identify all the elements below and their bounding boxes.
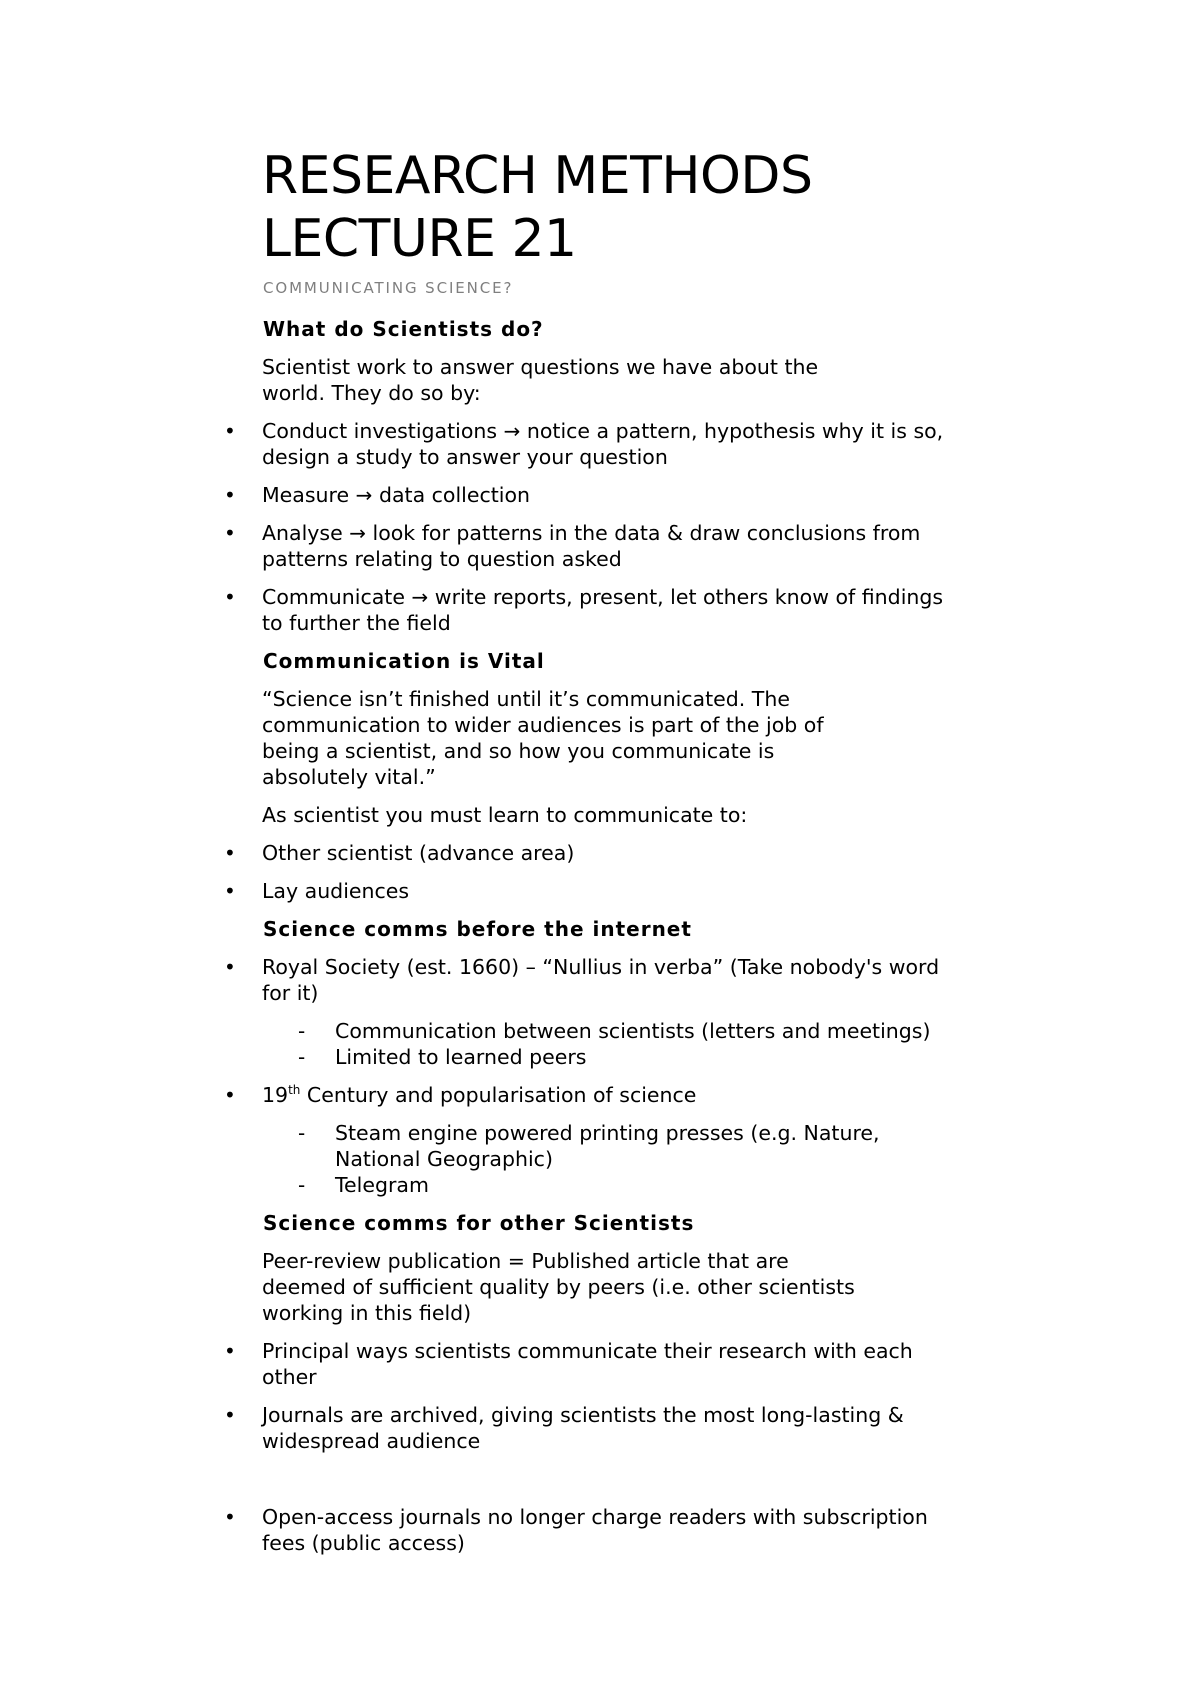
- quote-line: “Science isn’t finished until it’s communicated. The: [262, 687, 790, 711]
- ordinal-superscript: th: [288, 1083, 301, 1097]
- paragraph-line: Scientist work to answer questions we have about the: [262, 355, 819, 379]
- list-item-continuation: to further the field: [262, 611, 451, 635]
- quote-line: communication to wider audiences is part of the job of: [262, 713, 824, 737]
- document-title-line-2: LECTURE 21: [262, 209, 577, 269]
- list-item: [262, 418, 943, 444]
- arrow-right-icon: →: [349, 521, 366, 545]
- bullet-marker: •: [224, 1505, 236, 1529]
- dash-marker: -: [298, 1173, 306, 1197]
- dash-marker: -: [298, 1121, 306, 1145]
- document-title-line-1: RESEARCH METHODS: [262, 146, 813, 206]
- list-item: Principal ways scientists communicate their research with each: [262, 1339, 913, 1363]
- quote-line: absolutely vital.”: [262, 765, 436, 789]
- quote-line: being a scientist, and so how you communicate is: [262, 739, 775, 763]
- document-subtitle: COMMUNICATING SCIENCE?: [263, 279, 514, 297]
- list-item: [262, 584, 943, 610]
- paragraph-line: deemed of sufficient quality by peers (i.e. other scientists: [262, 1275, 855, 1299]
- list-item-continuation: patterns relating to question asked: [262, 547, 622, 571]
- section-heading-comms-for-scientists: Science comms for other Scientists: [263, 1211, 695, 1235]
- arrow-right-icon: →: [503, 419, 521, 443]
- sub-list-item: Limited to learned peers: [335, 1045, 587, 1069]
- list-item: Open-access journals no longer charge readers with subscription: [262, 1505, 928, 1529]
- bullet-marker: •: [224, 841, 236, 865]
- list-item-term: Analyse: [262, 521, 343, 545]
- dash-marker: -: [298, 1045, 306, 1069]
- section-heading-communication-vital: Communication is Vital: [263, 649, 545, 673]
- list-item-continuation: for it): [262, 981, 319, 1005]
- list-item-continuation: fees (public access): [262, 1531, 465, 1555]
- dash-marker: -: [298, 1019, 306, 1043]
- bullet-marker: •: [224, 1083, 236, 1107]
- paragraph-line: As scientist you must learn to communicate to:: [262, 803, 748, 827]
- list-item: [262, 1082, 696, 1108]
- bullet-marker: •: [224, 419, 236, 443]
- list-item: Other scientist (advance area): [262, 841, 575, 865]
- list-item-text: notice a pattern, hypothesis why it is so,: [526, 419, 944, 443]
- list-item: Royal Society (est. 1660) – “Nullius in verba” (Take nobody's word: [262, 955, 940, 979]
- bullet-marker: •: [224, 955, 236, 979]
- section-heading-comms-before-internet: Science comms before the internet: [263, 917, 692, 941]
- list-item-term: Communicate: [262, 585, 405, 609]
- bullet-marker: •: [224, 585, 236, 609]
- sub-list-item-continuation: National Geographic): [335, 1147, 553, 1171]
- list-item: Lay audiences: [262, 879, 410, 903]
- list-item-text: Century and popularisation of science: [300, 1083, 697, 1107]
- list-item-text: data collection: [378, 483, 531, 507]
- paragraph-line: world. They do so by:: [262, 381, 481, 405]
- paragraph-line: Peer-review publication = Published article that are: [262, 1249, 789, 1273]
- bullet-marker: •: [224, 1403, 236, 1427]
- list-item-text: look for patterns in the data & draw conclusions from: [372, 521, 921, 545]
- bullet-marker: •: [224, 1339, 236, 1363]
- list-item-continuation: widespread audience: [262, 1429, 481, 1453]
- arrow-right-icon: →: [355, 483, 373, 507]
- list-item-text: write reports, present, let others know of findings: [434, 585, 944, 609]
- list-item: Journals are archived, giving scientists the most long-lasting &: [262, 1403, 904, 1427]
- bullet-marker: •: [224, 879, 236, 903]
- sub-list-item: Steam engine powered printing presses (e.g. Nature,: [335, 1121, 880, 1145]
- list-item: [262, 520, 920, 546]
- bullet-marker: •: [224, 483, 236, 507]
- list-item-continuation: design a study to answer your question: [262, 445, 668, 469]
- sub-list-item: Communication between scientists (letters and meetings): [335, 1019, 931, 1043]
- list-item-continuation: other: [262, 1365, 317, 1389]
- section-heading-what-scientists-do: What do Scientists do?: [263, 317, 544, 341]
- list-item: [262, 482, 530, 508]
- list-item-term: Conduct investigations: [262, 419, 498, 443]
- century-number: 19: [262, 1083, 289, 1107]
- list-item-term: Measure: [262, 483, 350, 507]
- sub-list-item: Telegram: [335, 1173, 429, 1197]
- paragraph-line: working in this field): [262, 1301, 472, 1325]
- bullet-marker: •: [224, 521, 236, 545]
- arrow-right-icon: →: [411, 585, 429, 609]
